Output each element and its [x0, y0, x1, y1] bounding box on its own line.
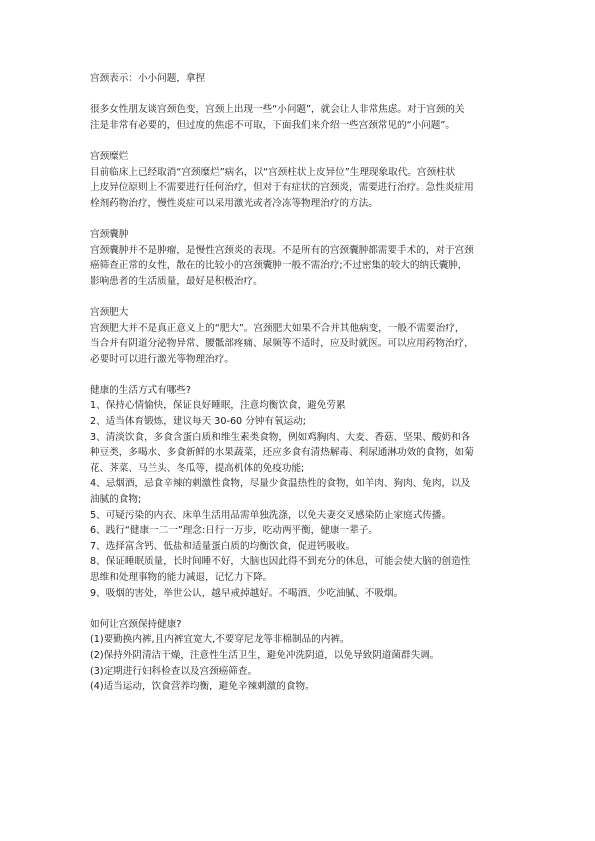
list-item: 7、选择富含钙、低盐和适量蛋白质的均衡饮食，促进钙吸收。 [90, 540, 356, 552]
section-line: 当合并有阴道分泌物异常、腰骶部疼痛、尿频等不适时，应及时就医。可以应用药物治疗， [90, 338, 474, 350]
section-line: 必要时可以进行激光等物理治疗。 [90, 353, 234, 365]
list-item: 种豆类，多喝水、多食新鲜的水果蔬菜，还应多食有清热解毒、利尿通淋功效的食物，如菊 [90, 447, 474, 459]
intro-line: 注是非常有必要的，但过度的焦虑不可取，下面我们来介绍一些宫颈常见的“小问题”。 [90, 119, 455, 131]
list-item: 6、践行“健康一二一”理念:日行一万步，吃动两平衡，健康一辈子。 [90, 525, 378, 537]
section-cervical-cyst [90, 227, 510, 289]
list-item: (2)保持外阴清洁干燥，注意性生活卫生，避免冲洗阴道，以免导致阴道菌群失调。 [90, 649, 440, 661]
section-line: 宫颈囊肿并不是肿瘤，是慢性宫颈炎的表现。不是所有的宫颈囊肿都需要手术的，对于宫颈 [90, 244, 474, 256]
list-item: 3、清淡饮食，多食含蛋白质和维生素类食物，例如鸡胸肉、大麦、香菇、坚果、酸奶和各 [90, 431, 471, 443]
section-heading: 如何让宫颈保持健康? [90, 618, 182, 630]
section-heading: 健康的生活方式有哪些? [90, 384, 192, 396]
list-item: 4、忌烟酒，忌食辛辣的刺激性食物，尽量少食温热性的食物，如羊肉、狗肉、兔肉，以及 [90, 478, 471, 490]
list-item: 思维和处理事物的能力减退，记忆力下降。 [90, 572, 273, 583]
intro-paragraph [90, 102, 510, 133]
section-cervical-hypertrophy [90, 305, 510, 367]
document-title: 宫颈表示：小小问题，拿捏 [90, 73, 206, 84]
intro-line: 很多女性朋友谈宫颈色变，宫颈上出现一些“小问题”，就会让人非常焦虑。对于宫颈的关 [90, 104, 465, 116]
section-line: 影响患者的生活质量，最好是积极治疗。 [90, 275, 263, 287]
section-line: 癌筛查正常的女性，散在的比较小的宫颈囊肿一般不需治疗;不过密集的较大的纳氏囊肿， [90, 260, 468, 272]
list-item: (4)适当运动，饮食营养均衡，避免辛辣刺激的食物。 [90, 681, 315, 693]
list-item: (3)定期进行妇科检查以及宫颈癌筛查。 [90, 665, 258, 677]
list-item: 油腻的食物; [90, 494, 142, 506]
section-keep-cervix-healthy [90, 617, 510, 695]
document-body [90, 71, 510, 695]
list-item: 花、荠菜、马兰头、冬瓜等，提高机体的免疫功能; [90, 462, 305, 474]
list-item: 9、吸烟的害处，举世公认，越早戒掉越好。不喝酒、少吃油腻、不吸烟。 [90, 587, 404, 599]
section-healthy-lifestyle [90, 383, 510, 601]
section-line: 栓剂药物治疗，慢性炎症可以采用激光或者冷冻等物理治疗的方法。 [90, 197, 378, 209]
section-line: 宫颈肥大并不是真正意义上的“肥大”。宫颈肥大如果不合并其他病变，一般不需要治疗， [90, 322, 465, 334]
list-item: 1、保持心情愉快，保证良好睡眠，注意均衡饮食，避免劳累 [90, 400, 346, 412]
section-heading: 宫颈肥大 [90, 306, 129, 318]
section-line: 上皮异位原则上不需要进行任何治疗，但对于有症状的宫颈炎，需要进行治疗。急性炎症用 [90, 182, 474, 194]
section-cervical-erosion [90, 149, 510, 211]
list-item: 8、保证睡眠质量，长时间睡不好，大脑也因此得不到充分的休息，可能会使大脑的创造性 [90, 556, 471, 568]
section-line: 目前临床上已经取消“宫颈糜烂”病名，以“宫颈柱状上皮异位”生理现象取代。宫颈柱状 [90, 166, 456, 178]
list-item: 2、适当体育锻炼，建议每天 30-60 分钟有氧运动; [90, 416, 306, 428]
list-item: 5、可疑污染的内衣、床单生活用品需单独洗涤，以免夫妻交叉感染防止家庭式传播。 [90, 509, 452, 521]
section-heading: 宫颈囊肿 [90, 228, 129, 240]
list-item: (1)要勤换内裤,且内裤宜宽大,不要穿尼龙等非棉制品的内裤。 [90, 634, 350, 646]
section-heading: 宫颈糜烂 [90, 150, 129, 162]
